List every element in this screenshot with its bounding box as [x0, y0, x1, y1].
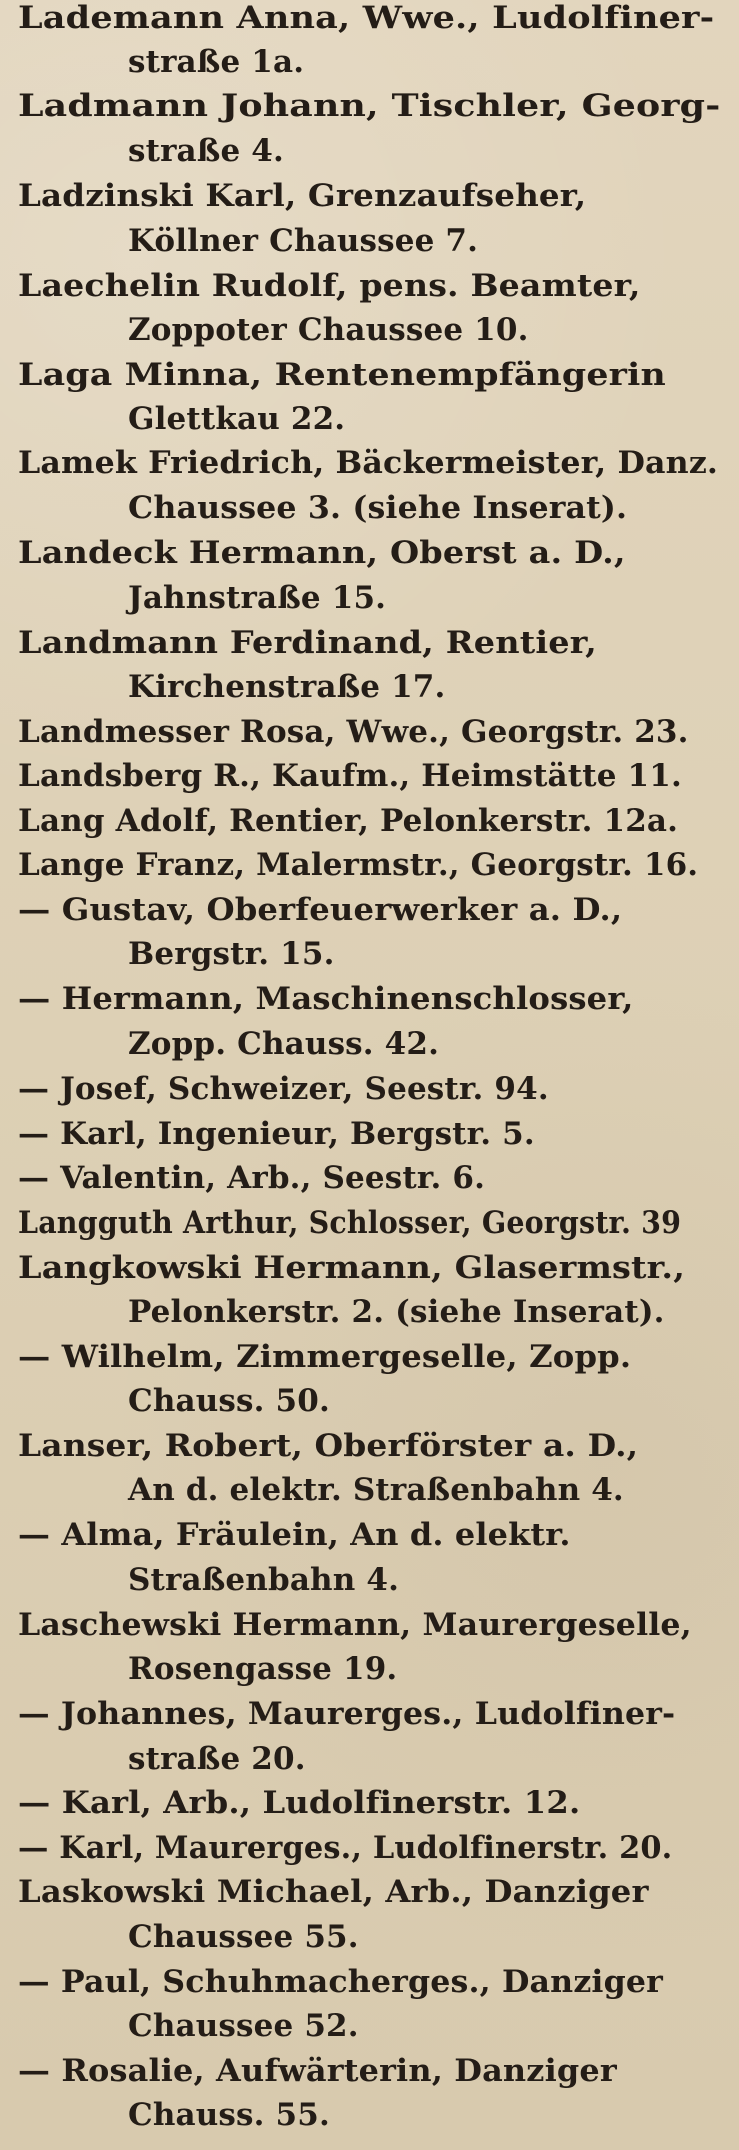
entry-line-9: Laga Minna, Rentenempfängerin	[18, 357, 666, 393]
entry-line-43: Laskowski Michael, Arb., Danziger	[18, 1874, 649, 1910]
entry-line-14: Jahnstraße 15.	[128, 580, 387, 616]
entry-line-33: Lanser, Robert, Oberförster a. D.,	[18, 1428, 639, 1464]
entry-line-21: — Gustav, Oberfeuerwerker a. D.,	[18, 892, 623, 928]
entry-line-10: Glettkau 22.	[128, 401, 346, 437]
entry-line-42: — Karl, Maurerges., Ludolfinerstr. 20.	[18, 1830, 673, 1866]
entry-line-24: Zopp. Chauss. 42.	[128, 1026, 440, 1062]
entry-line-6: Köllner Chaussee 7.	[128, 223, 479, 259]
entry-line-38: Rosengasse 19.	[128, 1651, 398, 1687]
entry-line-35: — Alma, Fräulein, An d. elektr.	[18, 1517, 571, 1553]
entry-line-5: Ladzinski Karl, Grenzaufseher,	[18, 178, 587, 214]
entry-line-44: Chaussee 55.	[128, 1919, 359, 1955]
entry-line-48: Chauss. 55.	[128, 2097, 330, 2133]
entry-line-27: — Valentin, Arb., Seestr. 6.	[18, 1160, 486, 1196]
entry-line-40: straße 20.	[128, 1741, 306, 1777]
entry-line-12: Chaussee 3. (siehe Inserat).	[128, 490, 628, 526]
entry-line-8: Zoppoter Chaussee 10.	[128, 312, 529, 348]
entry-line-20: Lange Franz, Malermstr., Georgstr. 16.	[18, 847, 699, 883]
entry-line-41: — Karl, Arb., Ludolfinerstr. 12.	[18, 1785, 581, 1821]
entry-line-45: — Paul, Schuhmacherges., Danziger	[18, 1964, 663, 2000]
entry-line-17: Landmesser Rosa, Wwe., Georgstr. 23.	[18, 714, 689, 750]
entry-line-25: — Josef, Schweizer, Seestr. 94.	[18, 1071, 549, 1107]
entry-line-23: — Hermann, Maschinenschlosser,	[18, 981, 634, 1017]
entry-line-3: Ladmann Johann, Tischler, Georg-	[18, 88, 721, 124]
entry-line-2: straße 1a.	[128, 44, 305, 80]
entry-line-1: Lademann Anna, Wwe., Ludolfiner-	[18, 0, 715, 36]
entry-line-34: An d. elektr. Straßenbahn 4.	[128, 1472, 624, 1508]
entry-line-31: — Wilhelm, Zimmergeselle, Zopp.	[18, 1339, 632, 1375]
entry-line-32: Chauss. 50.	[128, 1383, 330, 1419]
entry-line-26: — Karl, Ingenieur, Bergstr. 5.	[18, 1116, 535, 1152]
entry-line-13: Landeck Hermann, Oberst a. D.,	[18, 535, 626, 571]
entry-line-19: Lang Adolf, Rentier, Pelonkerstr. 12a.	[18, 803, 679, 839]
entry-line-47: — Rosalie, Aufwärterin, Danziger	[18, 2053, 617, 2089]
entry-line-39: — Johannes, Maurerges., Ludolfiner-	[18, 1696, 676, 1732]
entry-line-36: Straßenbahn 4.	[128, 1562, 400, 1598]
entry-line-7: Laechelin Rudolf, pens. Beamter,	[18, 268, 641, 304]
entry-line-28: Langguth Arthur, Schlosser, Georgstr. 39	[18, 1205, 682, 1241]
entry-line-18: Landsberg R., Kaufm., Heimstätte 11.	[18, 758, 682, 794]
entry-line-37: Laschewski Hermann, Maurergeselle,	[18, 1607, 692, 1643]
entry-line-46: Chaussee 52.	[128, 2008, 359, 2044]
entry-line-15: Landmann Ferdinand, Rentier,	[18, 625, 597, 661]
entry-line-30: Pelonkerstr. 2. (siehe Inserat).	[128, 1294, 665, 1330]
entry-line-29: Langkowski Hermann, Glasermstr.,	[18, 1250, 686, 1286]
entry-line-22: Bergstr. 15.	[128, 936, 335, 972]
entry-line-11: Lamek Friedrich, Bäckermeister, Danz.	[18, 445, 719, 481]
entry-line-16: Kirchenstraße 17.	[128, 669, 446, 705]
entry-line-4: straße 4.	[128, 133, 284, 169]
